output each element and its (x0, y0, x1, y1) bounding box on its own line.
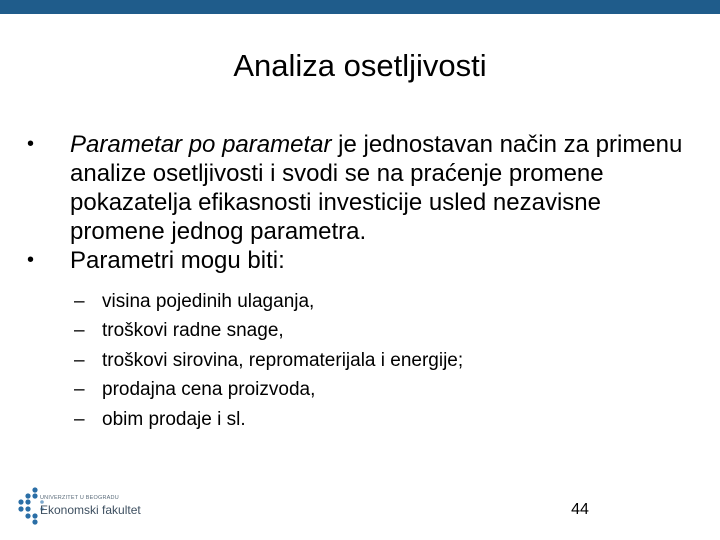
dash-icon: – (74, 408, 85, 430)
bullet-text: Parametri mogu biti: (70, 247, 285, 274)
dash-icon: – (74, 379, 85, 401)
bullet-text: je jednostavan način za primenu analize osetljivosti i svodi se na praćenje promene pokazatelja efikasnosti investicije usled nezavisne promene jednog parametra. (70, 131, 683, 245)
slide-title: Analiza osetljivosti (233, 48, 487, 83)
sub-item-text: obim prodaje i sl. (102, 408, 246, 430)
sub-list-item (27, 287, 687, 316)
sub-item-text: visina pojedinih ulaganja, (102, 291, 315, 312)
bullet-icon: • (27, 133, 35, 155)
top-accent-bar (0, 0, 720, 14)
dash-icon: – (74, 320, 85, 342)
dash-icon: – (74, 349, 85, 371)
sub-list-item (27, 375, 687, 404)
sub-list-item (27, 346, 687, 375)
sub-list-item (27, 405, 687, 434)
bullet-italic-text: Parametar po parametar (70, 131, 332, 158)
sub-item-text: troškovi sirovina, repromaterijala i energije; (102, 349, 464, 371)
bullet-item (27, 130, 687, 246)
sub-list (27, 287, 687, 434)
sub-item-text: troškovi radne snage, (102, 320, 284, 342)
sub-item-text: prodajna cena proizvoda, (102, 379, 316, 401)
logo-university-text: UNIVERZITET U BEOGRADU (40, 495, 119, 501)
bullet-icon: • (27, 249, 35, 271)
logo-faculty-name: Ekonomski fakultet (40, 503, 141, 517)
page-number: 44 (571, 501, 589, 518)
slide-content (27, 130, 687, 434)
dash-icon: – (74, 291, 85, 312)
bullet-item (27, 246, 687, 275)
sub-list-item (27, 316, 687, 345)
